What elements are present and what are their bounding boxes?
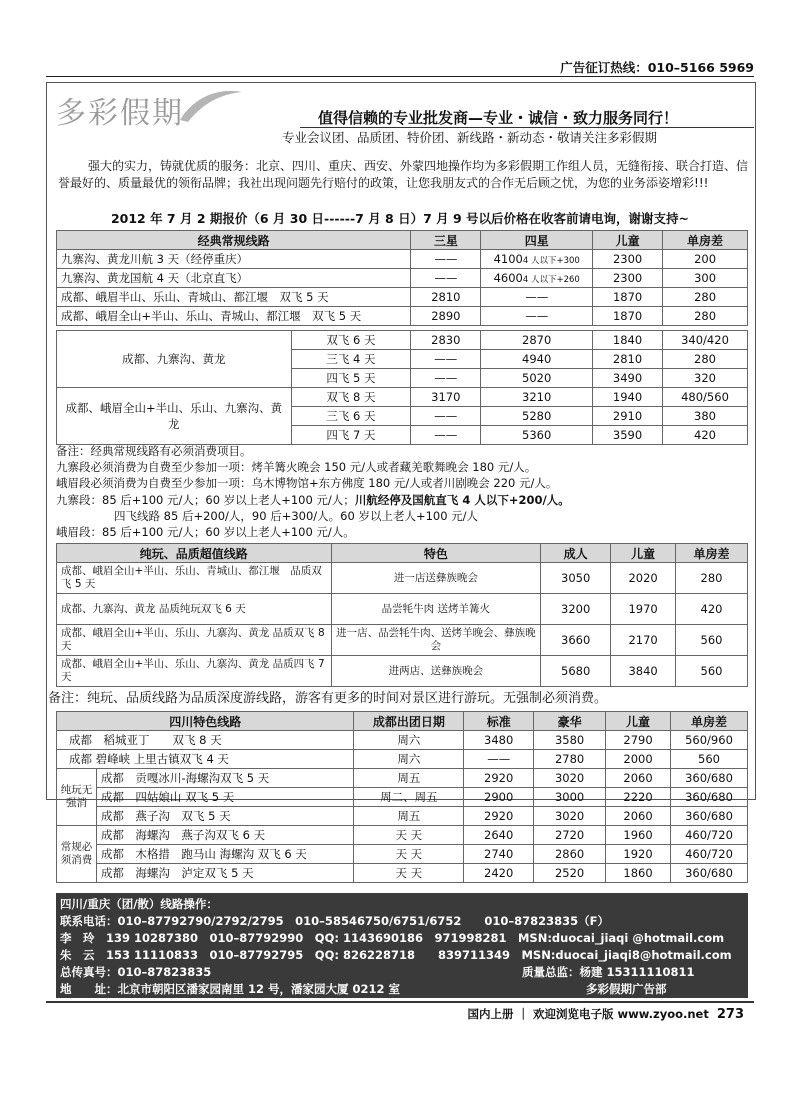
standard-cell: 2900 bbox=[464, 788, 534, 807]
date-cell: 天 天 bbox=[354, 826, 464, 845]
child-cell: 2060 bbox=[606, 769, 671, 788]
single-supplement-cell: 360/680 bbox=[671, 769, 748, 788]
child-cell: 1860 bbox=[606, 864, 671, 883]
date-cell: 天 天 bbox=[354, 864, 464, 883]
table-row bbox=[57, 750, 748, 769]
contact-phones: 联系电话：010–87792790/2792/2795 010–58546750/6751/6752 010–87823835（F） bbox=[60, 914, 609, 928]
single-supplement-cell: 420 bbox=[676, 594, 748, 625]
table-row bbox=[57, 864, 748, 883]
col-header: 儿童 bbox=[593, 231, 663, 250]
standard-cell: 2740 bbox=[464, 845, 534, 864]
feature-cell: 品尝牦牛肉 送烤羊篝火 bbox=[331, 594, 541, 625]
child-cell: 2000 bbox=[606, 750, 671, 769]
col-header: 单房差 bbox=[663, 231, 748, 250]
route-cell: 成都、峨眉全山+半山、乐山、青城山、都江堰 双飞 5 天 bbox=[57, 307, 411, 326]
luxury-cell: 3580 bbox=[534, 731, 606, 750]
single-supplement-cell: 560/960 bbox=[671, 731, 748, 750]
luxury-cell: 2520 bbox=[534, 864, 606, 883]
three-star-cell: —— bbox=[411, 426, 481, 445]
child-cell: 1840 bbox=[593, 331, 663, 350]
ad-hotline: 广告征订热线：010–5166 5969 bbox=[560, 60, 754, 75]
standard-cell: 2920 bbox=[464, 807, 534, 826]
date-cell: 周五 bbox=[354, 807, 464, 826]
adult-cell: 3200 bbox=[541, 594, 611, 625]
ad-department: 多彩假期广告部 bbox=[586, 982, 667, 996]
col-header: 成都出团日期 bbox=[354, 712, 464, 731]
single-supplement-cell: 460/720 bbox=[671, 845, 748, 864]
classic-routes-grouped-table bbox=[56, 330, 748, 445]
col-header: 儿童 bbox=[606, 712, 671, 731]
route-cell: 九寨沟、黄龙国航 4 天（北京直飞） bbox=[57, 269, 411, 288]
three-star-cell: 2810 bbox=[411, 288, 481, 307]
route-cell: 成都 木格措 跑马山 海螺沟 双飞 6 天 bbox=[96, 845, 353, 864]
classic-routes-table bbox=[56, 230, 748, 326]
note-line: 九寨段必须消费为自费至少参加一项：烤羊篝火晚会 150 元/人或者藏羌歌舞晚会 180 元/人。 bbox=[56, 460, 537, 475]
standard-cell: 2640 bbox=[464, 826, 534, 845]
table-row bbox=[57, 731, 748, 750]
note-highlight: 川航经停及国航直飞 4 人以下+200/人。 bbox=[354, 492, 570, 507]
brand-subline: 专业会议团、品质团、特价团、新线路・新动态・敬请关注多彩假期 bbox=[282, 130, 658, 145]
col-header: 成人 bbox=[541, 544, 611, 563]
table-row bbox=[57, 788, 748, 807]
date-cell: 周五 bbox=[354, 769, 464, 788]
standard-cell: 2920 bbox=[464, 769, 534, 788]
four-star-cell: 4940 bbox=[481, 350, 593, 369]
four-star-cell: —— bbox=[481, 307, 593, 326]
adult-cell: 5680 bbox=[541, 656, 611, 687]
premium-routes-table bbox=[56, 543, 748, 687]
route-cell: 成都 碧峰峡 上里古镇双飞 4 天 bbox=[57, 750, 354, 769]
route-cell: 成都 海螺沟 燕子沟双飞 6 天 bbox=[96, 826, 353, 845]
table-row bbox=[57, 269, 748, 288]
standard-cell: —— bbox=[464, 750, 534, 769]
single-supplement-cell: 560 bbox=[676, 625, 748, 656]
single-supplement-cell: 320 bbox=[663, 369, 748, 388]
four-star-cell: —— bbox=[481, 288, 593, 307]
contact-fax: 总传真号：010–87823835 bbox=[60, 965, 212, 979]
child-cell: 1940 bbox=[593, 388, 663, 407]
table-row bbox=[57, 769, 748, 788]
three-star-cell: 2830 bbox=[411, 331, 481, 350]
table-header-row bbox=[57, 231, 748, 250]
child-cell: 2170 bbox=[611, 625, 676, 656]
col-header: 豪华 bbox=[534, 712, 606, 731]
single-supplement-cell: 200 bbox=[663, 250, 748, 269]
luxury-cell: 2780 bbox=[534, 750, 606, 769]
luxury-cell: 3020 bbox=[534, 769, 606, 788]
contact-person-1: 李 玲 139 10287380 010–87792990 QQ: 1143690186 971998281 MSN:duocai_jiaqi @hotmail.com bbox=[60, 931, 725, 945]
col-header: 特色 bbox=[331, 544, 541, 563]
three-star-cell: —— bbox=[411, 369, 481, 388]
luxury-cell: 3020 bbox=[534, 807, 606, 826]
four-star-cell: 5020 bbox=[481, 369, 593, 388]
route-cell: 成都、峨眉全山+半山、乐山、九寨沟、黄龙 品质四飞 7 天 bbox=[57, 656, 332, 687]
col-header: 标准 bbox=[464, 712, 534, 731]
group-label-cell: 纯玩无强消 bbox=[57, 769, 97, 826]
child-cell: 1970 bbox=[611, 594, 676, 625]
single-supplement-cell: 460/720 bbox=[671, 826, 748, 845]
route-group-cell: 成都、峨眉全山+半山、乐山、九寨沟、黄龙 bbox=[57, 388, 292, 445]
single-supplement-cell: 560 bbox=[671, 750, 748, 769]
route-cell: 成都、峨眉全山+半山、乐山、青城山、都江堰 品质双飞 5 天 bbox=[57, 563, 332, 594]
route-cell: 成都 燕子沟 双飞 5 天 bbox=[96, 807, 353, 826]
table-row bbox=[57, 826, 748, 845]
child-cell: 1920 bbox=[606, 845, 671, 864]
table-row bbox=[57, 594, 748, 625]
contact-address: 地 址：北京市朝阳区潘家园南里 12 号，潘家园大厦 0212 室 bbox=[60, 982, 401, 996]
col-header: 单房差 bbox=[671, 712, 748, 731]
four-star-cell: 5360 bbox=[481, 426, 593, 445]
contact-person-2: 朱 云 153 11110833 010–87792795 QQ: 826228718 839711349 MSN:duocai_jiaqi8@hotmail.com bbox=[60, 948, 732, 962]
child-cell: 2910 bbox=[593, 407, 663, 426]
page-number: 273 bbox=[716, 1007, 744, 1022]
variant-cell: 三飞 4 天 bbox=[291, 350, 411, 369]
child-cell: 1960 bbox=[606, 826, 671, 845]
child-cell: 2790 bbox=[606, 731, 671, 750]
logo-swoosh-icon bbox=[176, 86, 246, 126]
table-row bbox=[57, 563, 748, 594]
note-line: 峨眉段必须消费为自费至少参加一项：乌木博物馆+东方佛度 180 元/人或者川剧晚会 220 元/人。 bbox=[56, 476, 558, 491]
child-cell: 2810 bbox=[593, 350, 663, 369]
note-line: 四飞线路 85 后+200/人，90 后+300/人。60 岁以上老人+100 元/人 bbox=[114, 508, 479, 523]
three-star-cell: —— bbox=[411, 407, 481, 426]
col-header: 单房差 bbox=[676, 544, 748, 563]
variant-cell: 双飞 6 天 bbox=[291, 331, 411, 350]
route-cell: 九寨沟、黄龙川航 3 天（经停重庆） bbox=[57, 250, 411, 269]
contact-box bbox=[56, 893, 748, 998]
child-cell: 1870 bbox=[593, 288, 663, 307]
child-cell: 2220 bbox=[606, 788, 671, 807]
single-supplement-cell: 280 bbox=[676, 563, 748, 594]
variant-cell: 三飞 6 天 bbox=[291, 407, 411, 426]
child-cell: 1870 bbox=[593, 307, 663, 326]
standard-cell: 2420 bbox=[464, 864, 534, 883]
col-header: 三星 bbox=[411, 231, 481, 250]
table-row bbox=[57, 307, 748, 326]
adult-cell: 3050 bbox=[541, 563, 611, 594]
single-supplement-cell: 560 bbox=[676, 656, 748, 687]
single-supplement-cell: 340/420 bbox=[663, 331, 748, 350]
route-cell: 成都 海螺沟 泸定双飞 5 天 bbox=[96, 864, 353, 883]
route-cell: 成都、峨眉半山、乐山、青城山、都江堰 双飞 5 天 bbox=[57, 288, 411, 307]
four-star-note: 4 人以下+300 bbox=[522, 256, 580, 266]
luxury-cell: 2720 bbox=[534, 826, 606, 845]
child-cell: 2300 bbox=[593, 269, 663, 288]
table-row bbox=[57, 656, 748, 687]
single-supplement-cell: 360/680 bbox=[671, 807, 748, 826]
route-group-cell: 成都、九寨沟、黄龙 bbox=[57, 331, 292, 388]
brand-tagline: 值得信赖的专业批发商—专业・诚信・致力服务同行！ bbox=[318, 109, 679, 127]
brand-logo: 多彩假期 bbox=[56, 96, 184, 131]
sichuan-routes-table bbox=[56, 711, 748, 883]
single-supplement-cell: 480/560 bbox=[663, 388, 748, 407]
table-row bbox=[57, 388, 748, 407]
child-cell: 3490 bbox=[593, 369, 663, 388]
child-cell: 3590 bbox=[593, 426, 663, 445]
col-header: 四川特色线路 bbox=[57, 712, 354, 731]
note-line: 峨眉段：85 后+100 元/人；60 岁以上老人+100 元/人。 bbox=[56, 525, 355, 540]
three-star-cell: —— bbox=[411, 250, 481, 269]
four-star-cell: 41004 人以下+300 bbox=[481, 250, 593, 269]
variant-cell: 四飞 5 天 bbox=[291, 369, 411, 388]
single-supplement-cell: 280 bbox=[663, 307, 748, 326]
footer-rule bbox=[46, 1001, 754, 1003]
luxury-cell: 3000 bbox=[534, 788, 606, 807]
route-cell: 成都 四姑娘山 双飞 5 天 bbox=[96, 788, 353, 807]
contact-title: 四川/重庆（团/散）线路操作： bbox=[60, 897, 218, 911]
child-cell: 2060 bbox=[606, 807, 671, 826]
date-cell: 周二、周五 bbox=[354, 788, 464, 807]
variant-cell: 四飞 7 天 bbox=[291, 426, 411, 445]
table-row bbox=[57, 331, 748, 350]
date-cell: 天 天 bbox=[354, 845, 464, 864]
route-cell: 成都 贡嘎冰川-海螺沟双飞 5 天 bbox=[96, 769, 353, 788]
group-label-cell: 常规必须消费 bbox=[57, 826, 97, 883]
single-supplement-cell: 280 bbox=[663, 288, 748, 307]
three-star-cell: —— bbox=[411, 269, 481, 288]
single-supplement-cell: 360/680 bbox=[671, 864, 748, 883]
col-header: 经典常规线路 bbox=[57, 231, 411, 250]
child-cell: 2300 bbox=[593, 250, 663, 269]
table-row bbox=[57, 845, 748, 864]
three-star-cell: 2890 bbox=[411, 307, 481, 326]
price-notice: 2012 年 7 月 2 期报价（6 月 30 日------7 月 8 日）7 月 9 号以后价格在收客前请电询，谢谢支持~ bbox=[110, 211, 690, 226]
col-header: 纯玩、品质超值线路 bbox=[57, 544, 332, 563]
single-supplement-cell: 300 bbox=[663, 269, 748, 288]
three-star-cell: 3170 bbox=[411, 388, 481, 407]
note-line: 九寨段：85 后+100 元/人；60 岁以上老人+100 元/人；川航经停及国航直飞 4 人以下+200/人。 bbox=[56, 492, 570, 507]
luxury-cell: 2860 bbox=[534, 845, 606, 864]
adult-cell: 3660 bbox=[541, 625, 611, 656]
date-cell: 周六 bbox=[354, 731, 464, 750]
feature-cell: 进一店、品尝牦牛肉、送烤羊晚会、彝族晚会 bbox=[331, 625, 541, 656]
four-star-cell: 5280 bbox=[481, 407, 593, 426]
table-row bbox=[57, 250, 748, 269]
single-supplement-cell: 380 bbox=[663, 407, 748, 426]
classic-notes bbox=[56, 443, 570, 540]
feature-cell: 进一店送彝族晚会 bbox=[331, 563, 541, 594]
single-supplement-cell: 280 bbox=[663, 350, 748, 369]
table-header-row bbox=[57, 544, 748, 563]
child-cell: 2020 bbox=[611, 563, 676, 594]
quality-supervisor: 质量总监：杨建 15311110811 bbox=[522, 965, 695, 979]
col-header: 四星 bbox=[481, 231, 593, 250]
child-cell: 3840 bbox=[611, 656, 676, 687]
four-star-cell: 46004 人以下+260 bbox=[481, 269, 593, 288]
single-supplement-cell: 420 bbox=[663, 426, 748, 445]
route-cell: 成都、峨眉全山+半山、乐山、九寨沟、黄龙 品质双飞 8 天 bbox=[57, 625, 332, 656]
note-line: 备注：经典常规线路有必须消费项目。 bbox=[56, 444, 252, 458]
four-star-cell: 3210 bbox=[481, 388, 593, 407]
route-cell: 成都、九寨沟、黄龙 品质纯玩双飞 6 天 bbox=[57, 594, 332, 625]
footer-text: 国内上册 ｜ 欢迎浏览电子版 www.zyoo.net bbox=[467, 1007, 709, 1021]
table-row bbox=[57, 288, 748, 307]
variant-cell: 双飞 8 天 bbox=[291, 388, 411, 407]
intro-paragraph: 强大的实力，铸就优质的服务：北京、四川、重庆、西安、外蒙四地操作均为多彩假期工作组人员，无缝衔接、联合打造、信誉最好的、质量最优的领衔品牌；我社出现问题先行赔付的政策，让您我朋友式的合作无后顾之忧，为您的业务添姿增彩!!! bbox=[58, 159, 749, 190]
four-star-cell: 2870 bbox=[481, 331, 593, 350]
feature-cell: 进两店、送彝族晚会 bbox=[331, 656, 541, 687]
page-footer bbox=[468, 1006, 745, 1022]
standard-cell: 3480 bbox=[464, 731, 534, 750]
table-header-row bbox=[57, 712, 748, 731]
route-cell: 成都 稻城亚丁 双飞 8 天 bbox=[57, 731, 354, 750]
col-header: 儿童 bbox=[611, 544, 676, 563]
three-star-cell: —— bbox=[411, 350, 481, 369]
date-cell: 周六 bbox=[354, 750, 464, 769]
top-rule bbox=[46, 76, 754, 77]
four-star-note: 4 人以下+260 bbox=[522, 275, 580, 285]
table-row bbox=[57, 625, 748, 656]
table-row bbox=[57, 807, 748, 826]
premium-note: 备注：纯玩、品质线路为品质深度游线路，游客有更多的时间对景区进行游玩。无强制必须消费。 bbox=[48, 691, 608, 706]
single-supplement-cell: 360/680 bbox=[671, 788, 748, 807]
